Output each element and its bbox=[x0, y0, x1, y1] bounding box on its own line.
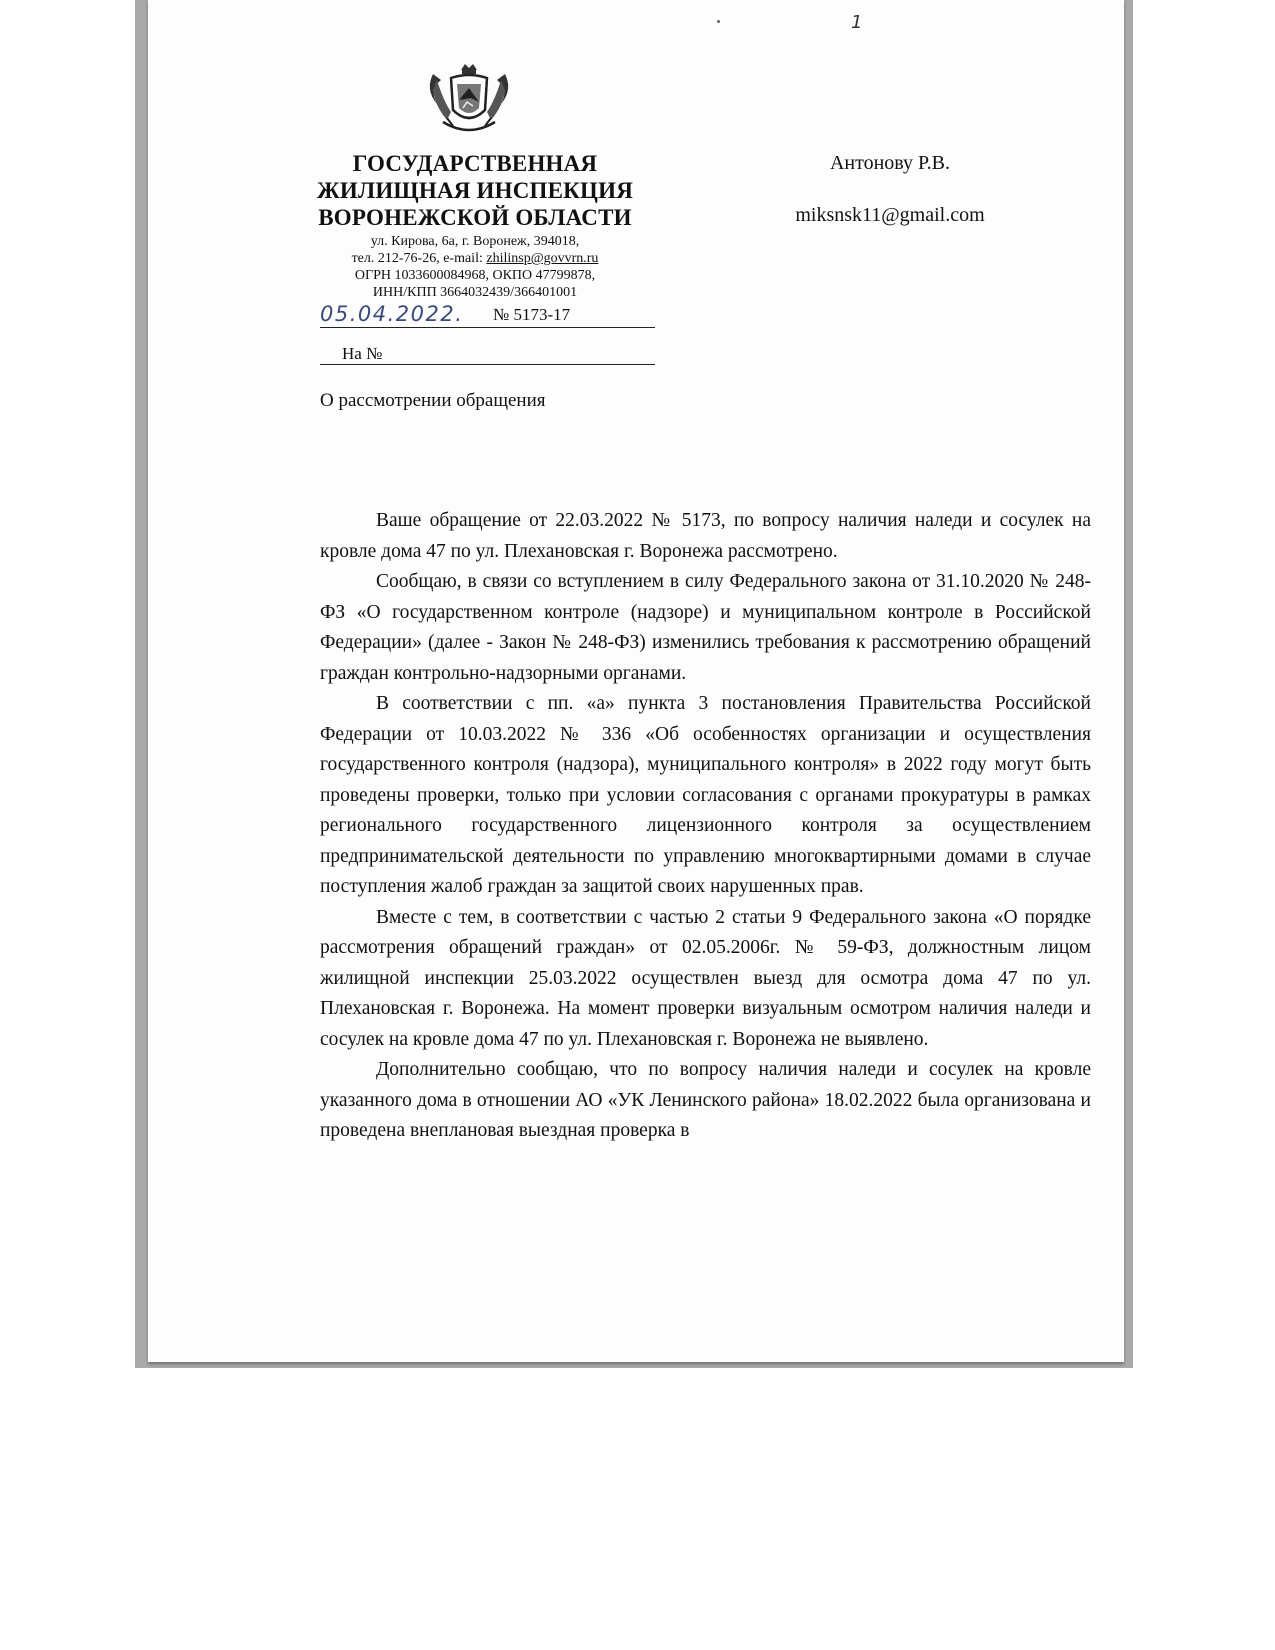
recipient-email: miksnsk11@gmail.com bbox=[795, 204, 985, 226]
outgoing-reference-line bbox=[320, 302, 655, 328]
body-paragraph: Вместе с тем, в соответствии с частью 2 статьи 9 Федерального закона «О порядке рассмотрения обращений граждан» от 02.05.2006г. № 59-ФЗ, должностным лицом жилищной инспекции 25.03.2022 осуществлен выезд для осмотра дома 47 по ул. Плехановская г. Воронежа. На момент проверки визуальным осмотром наличия наледи и сосулек на кровле дома 47 по ул. Плехановская г. Воронежа не выявлено. bbox=[320, 906, 1091, 1050]
page-number: 1 bbox=[851, 12, 863, 33]
coat-of-arms-emblem bbox=[423, 60, 515, 140]
body-paragraph: Ваше обращение от 22.03.2022 № 5173, по вопросу наличия наледи и сосулек на кровле дома 47 по ул. Плехановская г. Воронежа рассмотрено. bbox=[320, 510, 1091, 562]
org-name-line-1: ГОСУДАРСТВЕННАЯ bbox=[352, 151, 598, 176]
body-paragraph: Дополнительно сообщаю, что по вопросу наличия наледи и сосулек на кровле указанного дома в отношении АО «УК Ленинского района» 18.02.2022 была организована и проведена внеплановая выездная проверка в bbox=[320, 1059, 1091, 1141]
letter-subject: О рассмотрении обращения bbox=[320, 390, 546, 411]
body-paragraph: Сообщаю, в связи со вступлением в силу Федерального закона от 31.10.2020 № 248-ФЗ «О государственном контроле (надзоре) и муниципальном контроле в Российской Федерации» (далее - Закон № 248-ФЗ) изменились требования к рассмотрению обращений граждан контрольно-надзорными органами. bbox=[320, 571, 1091, 684]
org-name-line-2: ЖИЛИЩНАЯ ИНСПЕКЦИЯ bbox=[316, 178, 634, 203]
scan-speck bbox=[717, 20, 720, 23]
reply-to-label: На № bbox=[342, 344, 383, 363]
organization-details bbox=[300, 233, 650, 301]
org-name-line-3: ВОРОНЕЖСКОЙ ОБЛАСТИ bbox=[318, 205, 632, 230]
org-inn-kpp: ИНН/КПП 3664032439/366401001 bbox=[372, 285, 578, 300]
organization-name bbox=[300, 150, 650, 231]
org-contacts bbox=[300, 250, 650, 267]
reply-to-reference-line bbox=[320, 344, 655, 365]
outgoing-number: № 5173-17 bbox=[493, 305, 571, 324]
org-email-link[interactable]: zhilinsp@govvrn.ru bbox=[486, 251, 599, 266]
org-phone: тел. 212-76-26, e-mail: bbox=[351, 251, 487, 266]
recipient-name: Антонову Р.В. bbox=[829, 152, 951, 174]
org-ogrn-okpo: ОГРН 1033600084968, ОКПО 47799878, bbox=[354, 268, 596, 283]
recipient-block bbox=[755, 150, 1025, 228]
org-address: ул. Кирова, 6а, г. Воронеж, 394018, bbox=[370, 234, 580, 249]
body-paragraph: В соответствии с пп. «а» пункта 3 постановления Правительства Российской Федерации от 10.03.2022 № 336 «Об особенностях организации и осуществления государственного контроля (надзора), муниципального контроля» в 2022 году могут быть проведены проверки, только при условии согласования с органами прокуратуры в рамках регионального государственного лицензионного контроля за осуществлением предпринимательской деятельности по управлению многоквартирными домами в случае поступления жалоб граждан за защитой своих нарушенных прав. bbox=[320, 693, 1091, 897]
handwritten-date: 05.04.2022. bbox=[320, 302, 464, 326]
letter-body bbox=[320, 506, 1091, 1147]
